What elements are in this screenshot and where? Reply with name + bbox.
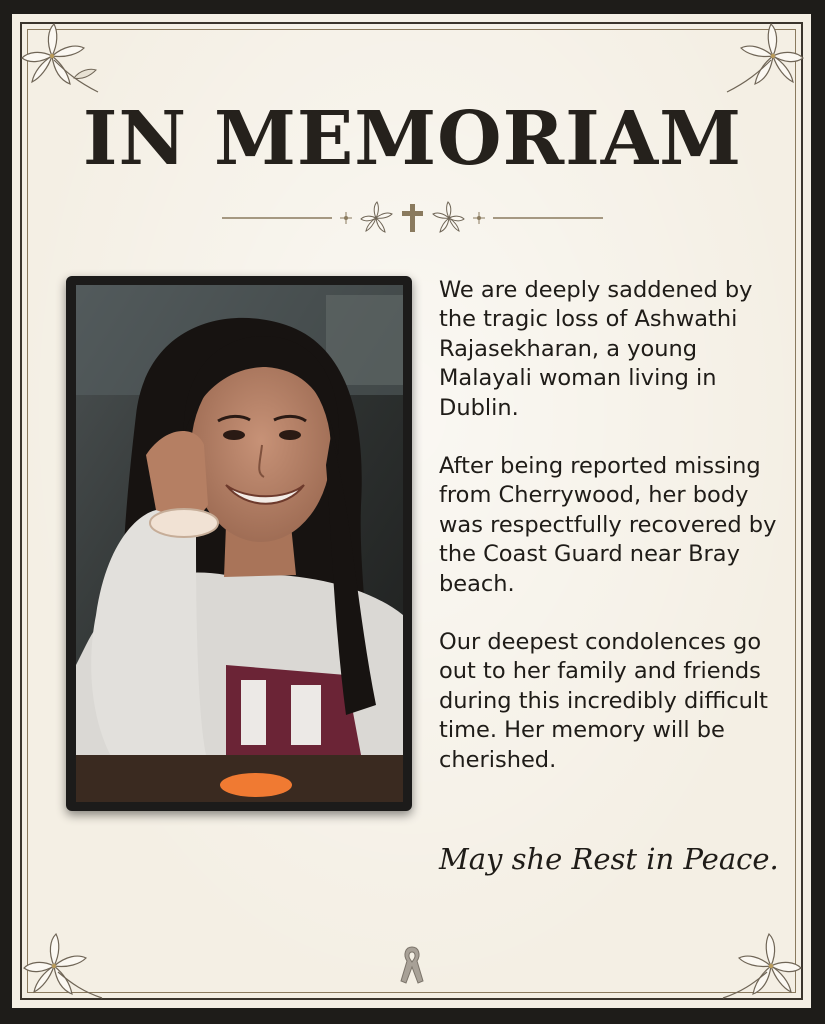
awareness-ribbon-icon <box>397 943 427 985</box>
lily-icon <box>719 918 811 1010</box>
lily-icon <box>361 202 392 232</box>
message-paragraph: After being reported missing from Cherrywood, her body was respectfully recovered by the Coast Guard near Bray beach. <box>439 453 777 597</box>
lily-icon <box>719 16 811 108</box>
small-star-icon <box>473 212 485 224</box>
lily-icon <box>14 918 106 1010</box>
cross-icon <box>402 204 423 232</box>
ornamental-divider <box>222 200 603 236</box>
closing-line: May she Rest in Peace. <box>439 842 779 876</box>
small-star-icon <box>340 212 352 224</box>
lily-icon <box>433 202 464 232</box>
memorial-message <box>439 276 779 804</box>
lily-icon <box>14 16 106 108</box>
portrait-photo <box>76 285 403 802</box>
message-paragraph: Our deepest condolences go out to her family and friends during this incredibly difficult time. Her memory will be cherished. <box>439 629 768 773</box>
page-title: IN MEMORIAM <box>82 96 743 182</box>
message-paragraph: We are deeply saddened by the tragic loss of Ashwathi Rajasekharan, a young Malayali woman living in Dublin. <box>439 277 753 421</box>
